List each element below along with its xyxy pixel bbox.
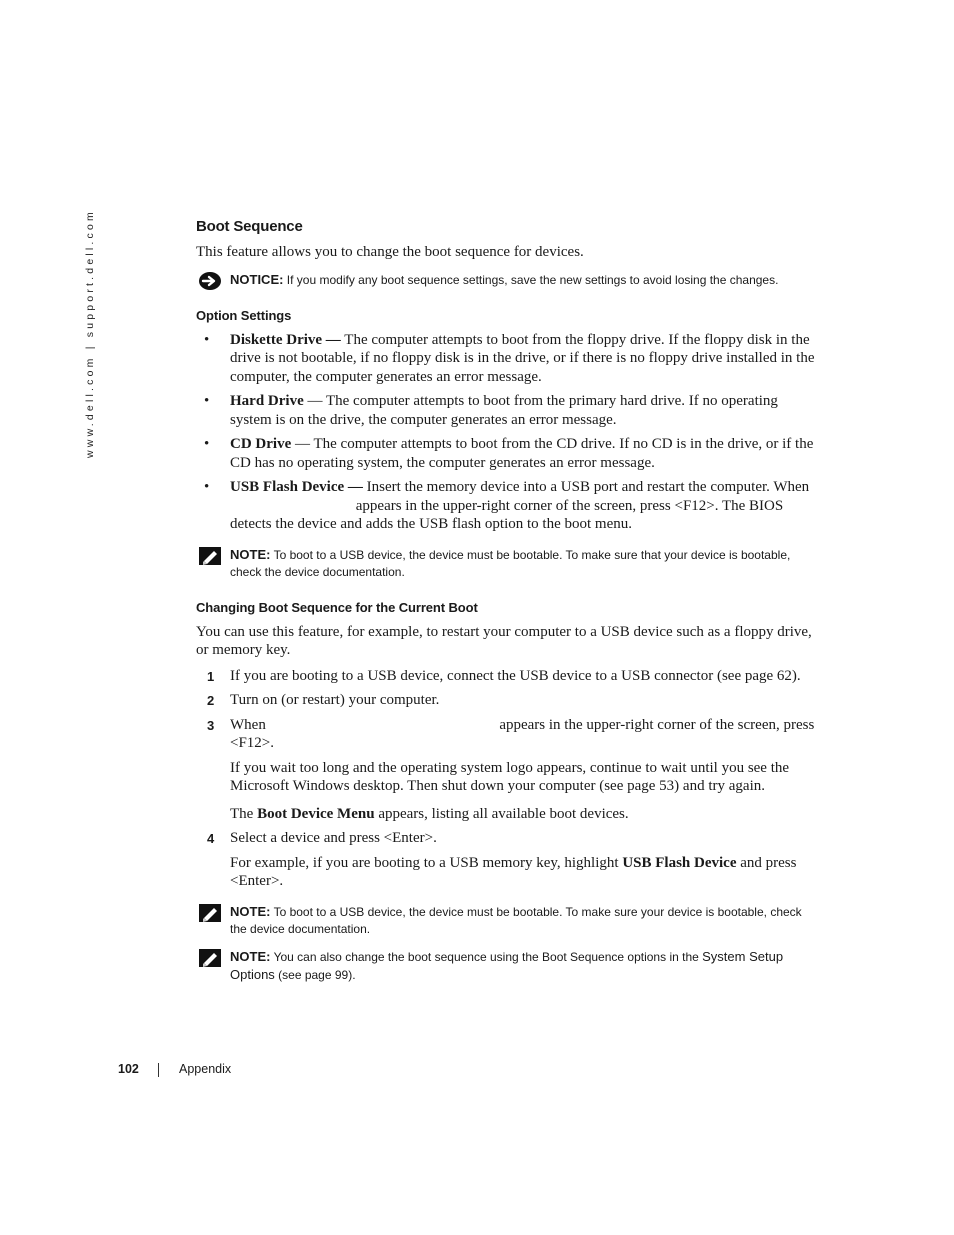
notice-callout [196, 271, 816, 289]
list-item: • USB Flash Device — Insert the memory device into a USB port and restart the computer. When appears in the upper-right corner of the screen, press <F12>. The BIOS detects the device and adds the USB flash option to the boot menu. [204, 479, 810, 532]
section-title: Boot Sequence [196, 218, 303, 235]
notice-icon [198, 271, 222, 291]
step-text: appears in the upper-right corner of the screen, press <F12>. [230, 716, 815, 751]
option-list [196, 331, 816, 534]
step-detail: If you wait too long and the operating system logo appears, continue to wait until you see the Microsoft Windows desktop. Then shut down your computer (see page 53) and try again. [230, 759, 790, 794]
step-number: 3 [207, 717, 215, 733]
list-item [196, 829, 816, 891]
step-detail: For example, if you are booting to a USB memory key, highlight USB Flash Device and press <Enter>. [230, 854, 797, 889]
page-content [196, 218, 816, 984]
steps-list [196, 667, 816, 891]
step-number: 2 [207, 693, 215, 708]
step-text: Select a device and press <Enter>. [230, 830, 437, 846]
note-callout [196, 903, 816, 938]
changing-intro: You can use this feature, for example, to restart your computer to a USB device such as a floppy drive, or memory key. [196, 623, 812, 658]
note-label: NOTE: [230, 903, 271, 919]
step-text: If you are booting to a USB device, connect the USB device to a USB connector (see page 62). [230, 667, 801, 684]
list-item [196, 667, 816, 686]
step-text: Turn on (or restart) your computer. [230, 692, 440, 708]
option-settings-heading: Option Settings [196, 307, 292, 323]
option-text: Insert the memory device into a USB port and restart the computer. When [362, 479, 810, 495]
footer-divider [158, 1063, 159, 1077]
list-item [196, 716, 816, 824]
note-label: NOTE: [230, 948, 271, 964]
changing-heading: Changing Boot Sequence for the Current Boot [196, 599, 478, 615]
note-callout [196, 948, 816, 984]
option-term: Diskette Drive — [230, 331, 341, 348]
list-item: • CD Drive — The computer attempts to boot from the CD drive. If no CD is in the drive, or if the CD has no operating system, the computer generates an error message. [204, 436, 814, 471]
system-setup-link[interactable]: System Setup Options [230, 948, 784, 982]
page-number: 102 [118, 1062, 139, 1076]
page-footer [118, 1062, 232, 1076]
step-number: 1 [207, 668, 215, 684]
option-term: CD Drive [230, 436, 292, 452]
sidebar-url: www.dell.com | support.dell.com [84, 209, 96, 458]
pencil-note-icon [198, 903, 222, 923]
list-item [196, 691, 816, 710]
note-callout [196, 546, 816, 581]
option-term: Hard Drive [230, 393, 304, 409]
note-label: NOTE: [230, 546, 271, 562]
section-intro: This feature allows you to change the boot sequence for devices. [196, 244, 584, 260]
notice-label: NOTICE: [230, 271, 284, 287]
notice-text: If you modify any boot sequence settings, save the new settings to avoid losing the changes. [286, 272, 779, 287]
list-item: • Diskette Drive — The computer attempts to boot from the floppy drive. If the floppy disk in the drive is not bootable, if no floppy disk is in the drive, or if there is no floppy drive installed in the computer, the computer generates an error message. [204, 331, 815, 385]
option-text: — The computer attempts to boot from the CD drive. If no CD is in the drive, or if the CD has no operating system, the computer generates an error message. [230, 436, 814, 471]
list-item: • Hard Drive — The computer attempts to boot from the primary hard drive. If no operating system is on the drive, the computer generates an error message. [204, 393, 778, 428]
option-text: appears in the upper-right corner of the screen, press <F12>. The BIOS detects the device and adds the USB flash option to the boot menu. [230, 497, 784, 532]
option-text: — The computer attempts to boot from the primary hard drive. If no operating system is on the drive, the computer generates an error message. [230, 393, 778, 428]
option-text: The computer attempts to boot from the floppy drive. If the floppy disk in the drive is not bootable, if no floppy disk is in the drive, or if there is no floppy drive installed in the computer, the computer generates an error message. [230, 331, 815, 385]
option-term: USB Flash Device — [230, 479, 363, 495]
note-text: To boot to a USB device, the device must be bootable. To make sure that your device is bootable, check the device documentation. [230, 547, 791, 579]
step-detail: The Boot Device Menu appears, listing all available boot devices. [230, 805, 629, 822]
note-text: To boot to a USB device, the device must be bootable. To make sure your device is bootable, check the device documentation. [230, 904, 802, 936]
pencil-note-icon [198, 546, 222, 566]
note-text: You can also change the boot sequence using the Boot Sequence options in the System Setup Options (see page 99). [230, 948, 784, 982]
step-text: When [230, 716, 266, 733]
step-number: 4 [207, 831, 215, 846]
pencil-note-icon [198, 948, 222, 968]
footer-title: Appendix [179, 1062, 232, 1076]
